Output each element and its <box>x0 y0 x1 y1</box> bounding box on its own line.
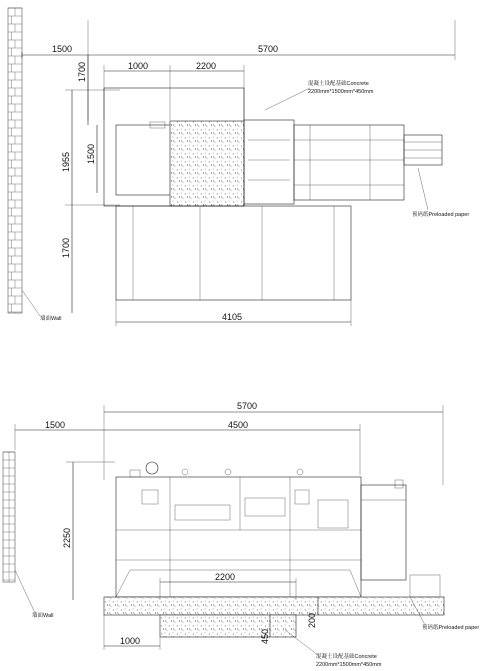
dim-seg-left: 1000 <box>128 61 149 71</box>
plan-view <box>8 8 469 326</box>
dim-height-machine: 1955 <box>61 151 71 172</box>
dim-overall-length: 5700 <box>258 44 279 54</box>
elev-wall-label: 墙面Wall <box>32 613 54 619</box>
preloader-elevation <box>361 485 406 580</box>
concrete-label-1: 混凝土设配基础Concrete <box>308 81 369 87</box>
elev-concrete-label-2: 2200mm*1500mm*450mm <box>316 662 382 668</box>
top-wheel-1 <box>146 462 158 474</box>
elev-dim-concrete-width: 2200 <box>215 572 236 582</box>
elev-concrete-foundation <box>160 615 296 637</box>
feeder-section <box>116 125 178 195</box>
dim-bottom-width: 4105 <box>222 312 243 322</box>
preloaded-paper-stack <box>410 575 440 597</box>
dim-top-offset: 1700 <box>77 61 87 82</box>
elev-dim-overall: 5700 <box>237 401 258 411</box>
elev-concrete-label-1: 混凝土设配基础Concrete <box>316 654 377 660</box>
elev-dim-height: 2250 <box>62 527 72 548</box>
ground-slab <box>104 597 444 615</box>
preloader-frame <box>294 125 404 200</box>
elevation-view <box>3 401 479 668</box>
concrete-foundation <box>170 121 244 206</box>
elev-dim-machine-length: 4500 <box>228 420 249 430</box>
dim-height-bottom: 1700 <box>61 237 71 258</box>
plan-wall <box>8 8 22 313</box>
dim-seg-concrete: 2200 <box>196 61 217 71</box>
preloaded-label: 预码纸Preloaded paper <box>412 212 470 218</box>
base-frame <box>116 206 351 300</box>
concrete-label-2: 2200mm*1500mm*450mm <box>308 89 374 95</box>
dim-height-inner: 1500 <box>86 143 96 164</box>
elev-dim-step: 200 <box>307 612 317 628</box>
elev-dim-left-offset: 1000 <box>120 636 141 646</box>
delivery-section <box>244 120 294 204</box>
dim-wall-offset: 1500 <box>52 44 73 54</box>
wall-label: 墙面Wall <box>40 316 62 322</box>
elev-preloaded-label: 预码纸Preloaded paper <box>422 625 480 631</box>
machine-elevation <box>116 477 361 597</box>
elev-dim-depth: 450 <box>260 628 270 644</box>
elev-dim-wall-offset: 1500 <box>45 420 66 430</box>
